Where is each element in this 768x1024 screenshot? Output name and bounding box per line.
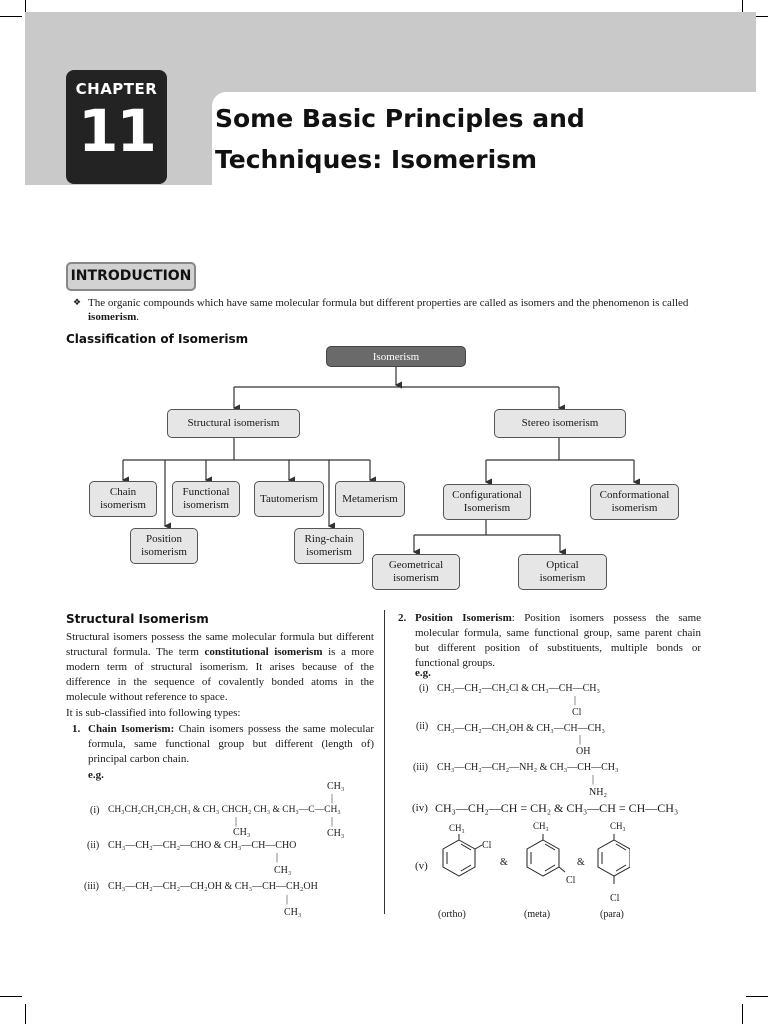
diamond-bullet-icon: ❖ — [73, 297, 82, 307]
bond-line: | — [574, 695, 577, 706]
chain-isomerism-text: Chain isomers possess the same molecular formula, same functional group but different (length of) principal carbon chain. — [88, 723, 375, 765]
classification-heading: Classification of Isomerism — [66, 332, 249, 346]
ampersand: & — [500, 857, 508, 868]
introduction-heading: INTRODUCTION — [66, 262, 196, 291]
node-chain-isomerism — [89, 481, 157, 517]
node-functional-isomerism — [172, 481, 240, 517]
chain-example-i-label: (i) — [90, 805, 100, 816]
position-isomerism-text: : Position isomers possess the same molecular formula, same functional group, same parent chain but different position of substituents, multiple bonds or functional groups. — [415, 612, 702, 669]
oh-label: OH — [576, 746, 591, 757]
bond-line: | — [235, 816, 238, 827]
node-label: Optical — [546, 559, 579, 571]
position-example-v-label: (v) — [415, 860, 428, 872]
chapter-number: 11 — [78, 97, 155, 165]
benzene-rings — [430, 832, 630, 902]
node-tautomerism: Tautomerism — [254, 481, 324, 517]
cl-label: Cl — [572, 707, 582, 718]
bond-line: | — [276, 852, 279, 863]
structural-paragraph — [66, 630, 374, 705]
node-ring-chain-isomerism — [294, 528, 364, 564]
node-label: Configurational — [452, 489, 522, 501]
chain-isomerism-paragraph — [88, 722, 374, 767]
bond-line: | — [331, 793, 334, 804]
node-label: Conformational — [599, 489, 670, 501]
benzene-ortho-ring — [443, 834, 482, 876]
structural-p1-bold: constitutional isomerism — [204, 646, 323, 658]
column-divider — [384, 610, 385, 914]
meta-label: (meta) — [524, 909, 551, 920]
chain-example-iii: CH₃—CH₂—CH₂—CH₂OH & CH₃—CH—CH₂OH — [108, 881, 318, 892]
chapter-title-line2: Techniques: Isomerism — [215, 145, 538, 174]
ampersand: & — [577, 857, 585, 868]
node-stereo-isomerism: Stereo isomerism — [494, 409, 626, 438]
node-label: Isomerism — [463, 502, 511, 514]
intro-end: . — [136, 311, 140, 323]
node-label: Geometrical — [388, 559, 444, 571]
chapter-label: CHAPTER — [75, 80, 158, 98]
item1-number: 1. — [72, 723, 81, 735]
bond-line: | — [286, 894, 289, 905]
position-isomerism-paragraph — [415, 611, 701, 671]
node-label: isomerism — [306, 546, 352, 558]
node-configurational-isomerism — [443, 484, 531, 520]
chain-example-iii-label: (iii) — [84, 881, 99, 892]
para-label: (para) — [600, 909, 624, 920]
node-label: isomerism — [183, 499, 229, 511]
bond-line: | — [579, 734, 582, 745]
node-conformational-isomerism — [590, 484, 679, 520]
intro-text: The organic compounds which have same molecular formula but different properties are called as isomers and the phenomenon is called — [88, 297, 689, 309]
structural-p1-b: is a more modern term of structural isomerism. It arises because of the difference in the sequence of covalently bonded atoms in the molecule without reference to space. — [66, 646, 375, 703]
eg-label: e.g. — [88, 769, 104, 781]
chain-example-i: CH₃CH₂CH₂CH₂CH₃ & CH₃ CHCH₂ CH₃ & CH₃—C—CH₃ — [108, 805, 341, 815]
cl-label: Cl — [482, 840, 492, 851]
chain-example-ii: CH₃—CH₂—CH₂—CHO & CH₃—CH—CHO — [108, 840, 297, 851]
intro-bold: isomerism — [88, 311, 137, 323]
node-label: Ring-chain — [304, 533, 354, 545]
benzene-meta-ring — [527, 834, 565, 876]
node-position-isomerism — [130, 528, 198, 564]
position-example-iv: CH₃—CH₂—CH = CH₂ & CH₃—CH = CH—CH₃ — [435, 801, 679, 815]
ch3-label: CH₃ — [274, 865, 292, 876]
node-structural-isomerism: Structural isomerism — [167, 409, 300, 438]
structural-subclass-text: It is sub-classified into following types: — [66, 707, 241, 719]
node-label: isomerism — [539, 572, 586, 584]
position-example-ii: CH₃—CH₂—CH₂OH & CH₃—CH—CH₃ — [437, 723, 606, 734]
bond-line: | — [331, 816, 334, 827]
chain-example-ii-label: (ii) — [87, 840, 100, 851]
position-example-i-label: (i) — [419, 683, 429, 694]
cl-label: Cl — [610, 893, 620, 904]
ch3-label: CH₃ — [327, 828, 345, 839]
position-example-iii: CH₃—CH₂—CH₂—NH₂ & CH₃—CH—CH₃ — [437, 762, 619, 773]
ortho-label: (ortho) — [438, 909, 466, 920]
node-label: isomerism — [100, 499, 146, 511]
node-label: isomerism — [393, 572, 439, 584]
node-metamerism: Metamerism — [335, 481, 405, 517]
bond-line: | — [592, 774, 595, 785]
position-example-ii-label: (ii) — [416, 721, 429, 732]
cl-label: Cl — [566, 875, 576, 886]
node-isomerism: Isomerism — [326, 346, 466, 367]
position-isomerism-bold: Position Isomerism — [415, 612, 512, 624]
nh2-label: NH₂ — [589, 787, 607, 798]
node-label: Functional — [182, 486, 230, 498]
item2-number: 2. — [398, 612, 407, 624]
eg-label: e.g. — [415, 667, 431, 679]
benzene-para-ring — [598, 834, 630, 884]
ch3-label: CH₃ — [284, 907, 302, 918]
structural-p1-a: Structural isomers possess the same molecular formula but different structural formula. The term — [66, 631, 374, 658]
node-label: Position — [145, 533, 183, 545]
position-example-i: CH₃—CH₂—CH₂Cl & CH₃—CH—CH₃ — [437, 683, 601, 694]
ch3-label: CH₃ — [610, 821, 626, 831]
ch3-label: CH₃ — [327, 781, 345, 792]
ch3-label: CH₃ — [233, 827, 251, 838]
node-geometrical-isomerism — [372, 554, 460, 590]
position-example-iv-label: (iv) — [412, 802, 428, 814]
structural-isomerism-heading: Structural Isomerism — [66, 612, 209, 626]
node-label: Chain — [109, 486, 137, 498]
chain-isomerism-bold: Chain Isomerism: — [88, 723, 175, 735]
node-label: isomerism — [141, 546, 187, 558]
node-label: isomerism — [611, 502, 658, 514]
position-example-iii-label: (iii) — [413, 762, 428, 773]
ch3-label: CH₃ — [533, 821, 549, 831]
node-optical-isomerism — [518, 554, 607, 590]
chapter-title-line1: Some Basic Principles and — [215, 104, 585, 133]
ch3-label: CH₃ — [449, 823, 465, 833]
